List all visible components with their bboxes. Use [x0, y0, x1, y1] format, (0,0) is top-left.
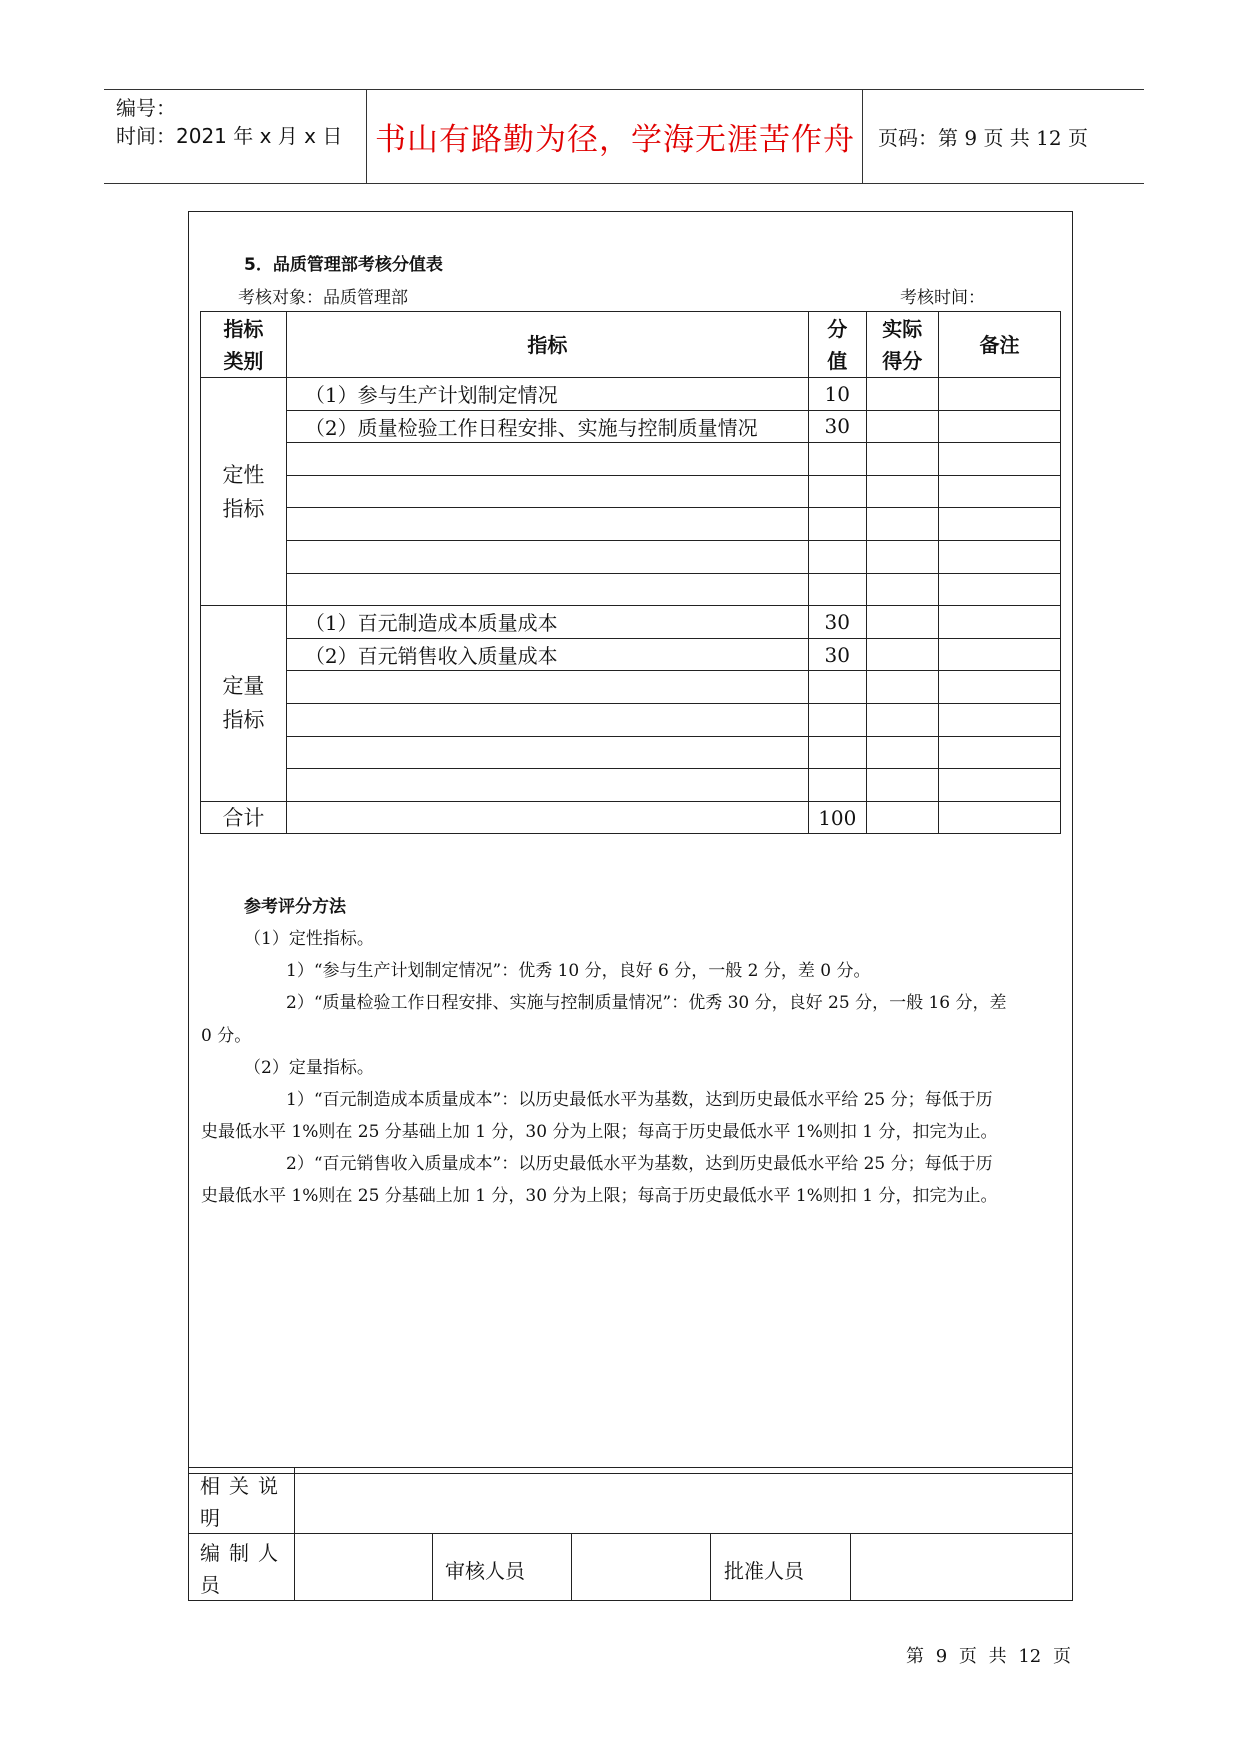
actual-cell [866, 443, 938, 476]
indicator-cell: （2）质量检验工作日程安排、实施与控制质量情况 [286, 410, 808, 443]
table-row [201, 378, 1061, 411]
remark-cell [938, 443, 1060, 476]
indicator-cell [286, 736, 808, 769]
related-notes-label: 相关说明 [200, 1474, 287, 1530]
actual-cell [866, 638, 938, 671]
header-remark: 备注 [938, 312, 1060, 378]
page-footer: 第 9 页 共 12 页 [906, 1646, 1071, 1667]
section-title: 5．品质管理部考核分值表 [244, 255, 443, 275]
actual-cell [866, 703, 938, 736]
score-cell: 30 [808, 410, 866, 443]
remark-cell [938, 606, 1060, 639]
score-cell [808, 703, 866, 736]
method-line: 史最低水平 1%则在 25 分基础上加 1 分，30 分为上限；每高于历史最低水平 1%则扣 1 分，扣完为止。 [201, 1122, 998, 1142]
approver-label: 批准人员 [724, 1559, 804, 1583]
table-header-row [201, 312, 1061, 378]
method-line: 0 分。 [201, 1026, 252, 1046]
remark-cell [938, 378, 1060, 411]
score-cell [808, 475, 866, 508]
indicator-cell [286, 769, 808, 802]
total-score: 100 [808, 801, 866, 834]
score-cell: 30 [808, 638, 866, 671]
method-line: 2）“质量检验工作日程安排、实施与控制质量情况”：优秀 30 分，良好 25 分，一般 16 分，差 [286, 993, 1007, 1013]
signoff-divider [188, 1533, 1073, 1534]
header-category: 指标类别 [201, 312, 287, 378]
score-cell [808, 671, 866, 704]
score-cell [808, 443, 866, 476]
signoff-divider [850, 1533, 851, 1601]
actual-cell [866, 540, 938, 573]
remark-cell [938, 475, 1060, 508]
table-row [201, 769, 1061, 802]
score-table [200, 311, 1061, 834]
score-cell: 10 [808, 378, 866, 411]
table-row [201, 671, 1061, 704]
remark-cell [938, 671, 1060, 704]
editor-label: 编制人员 [200, 1541, 287, 1597]
score-cell [808, 769, 866, 802]
actual-cell [866, 769, 938, 802]
page-info: 页码：第 9 页 共 12 页 [878, 126, 1088, 150]
method-title: 参考评分方法 [244, 897, 346, 917]
indicator-cell: （2）百元销售收入质量成本 [286, 638, 808, 671]
table-row [201, 410, 1061, 443]
remark-cell [938, 801, 1060, 834]
table-row [201, 703, 1061, 736]
remark-cell [938, 540, 1060, 573]
reviewer-label: 审核人员 [445, 1559, 525, 1583]
motto: 书山有路勤为径，学海无涯苦作舟 [368, 90, 863, 183]
indicator-cell [286, 475, 808, 508]
remark-cell [938, 769, 1060, 802]
assessment-time: 考核时间： [900, 288, 985, 308]
indicator-cell [286, 540, 808, 573]
header-actual: 实际得分 [866, 312, 938, 378]
table-row [201, 508, 1061, 541]
indicator-cell [286, 703, 808, 736]
actual-cell [866, 606, 938, 639]
header-score: 分值 [808, 312, 866, 378]
actual-cell [866, 378, 938, 411]
method-line: 1）“百元制造成本质量成本”：以历史最低水平为基数，达到历史最低水平给 25 分；每低于历 [286, 1090, 993, 1110]
actual-cell [866, 573, 938, 606]
table-row [201, 736, 1061, 769]
remark-cell [938, 638, 1060, 671]
actual-cell [866, 508, 938, 541]
method-line: （1）定性指标。 [244, 929, 374, 949]
indicator-cell [286, 801, 808, 834]
remark-cell [938, 508, 1060, 541]
number-label: 编号： [116, 96, 176, 120]
score-cell [808, 508, 866, 541]
method-line: 1）“参与生产计划制定情况”：优秀 10 分，良好 6 分，一般 2 分，差 0 分。 [286, 961, 871, 981]
table-row [201, 573, 1061, 606]
actual-cell [866, 671, 938, 704]
indicator-cell [286, 443, 808, 476]
score-cell [808, 573, 866, 606]
score-cell [808, 540, 866, 573]
signoff-divider [432, 1533, 433, 1601]
table-row [201, 606, 1061, 639]
score-cell: 30 [808, 606, 866, 639]
table-row [201, 638, 1061, 671]
category-quantitative: 定量指标 [201, 606, 287, 802]
actual-cell [866, 475, 938, 508]
remark-cell [938, 573, 1060, 606]
header-indicator: 指标 [286, 312, 808, 378]
signoff-table [188, 1467, 1073, 1601]
category-qualitative: 定性指标 [201, 378, 287, 606]
actual-cell [866, 410, 938, 443]
remark-cell [938, 410, 1060, 443]
table-row [201, 475, 1061, 508]
indicator-cell: （1）百元制造成本质量成本 [286, 606, 808, 639]
score-cell [808, 736, 866, 769]
signoff-divider [294, 1467, 295, 1601]
indicator-cell [286, 671, 808, 704]
page-header [104, 89, 1144, 184]
remark-cell [938, 736, 1060, 769]
total-row [201, 801, 1061, 834]
actual-cell [866, 801, 938, 834]
signoff-divider [710, 1533, 711, 1601]
actual-cell [866, 736, 938, 769]
method-line: 2）“百元销售收入质量成本”：以历史最低水平为基数，达到历史最低水平给 25 分；每低于历 [286, 1154, 993, 1174]
header-left [104, 90, 367, 183]
indicator-cell [286, 573, 808, 606]
indicator-cell [286, 508, 808, 541]
time-label: 时间：2021 年 x 月 x 日 [116, 124, 343, 148]
indicator-cell: （1）参与生产计划制定情况 [286, 378, 808, 411]
method-line: （2）定量指标。 [244, 1058, 374, 1078]
signoff-divider [571, 1533, 572, 1601]
table-row [201, 540, 1061, 573]
remark-cell [938, 703, 1060, 736]
assessment-target: 考核对象：品质管理部 [238, 288, 408, 308]
total-label: 合计 [201, 801, 287, 834]
table-row [201, 443, 1061, 476]
method-line: 史最低水平 1%则在 25 分基础上加 1 分，30 分为上限；每高于历史最低水平 1%则扣 1 分，扣完为止。 [201, 1186, 998, 1206]
